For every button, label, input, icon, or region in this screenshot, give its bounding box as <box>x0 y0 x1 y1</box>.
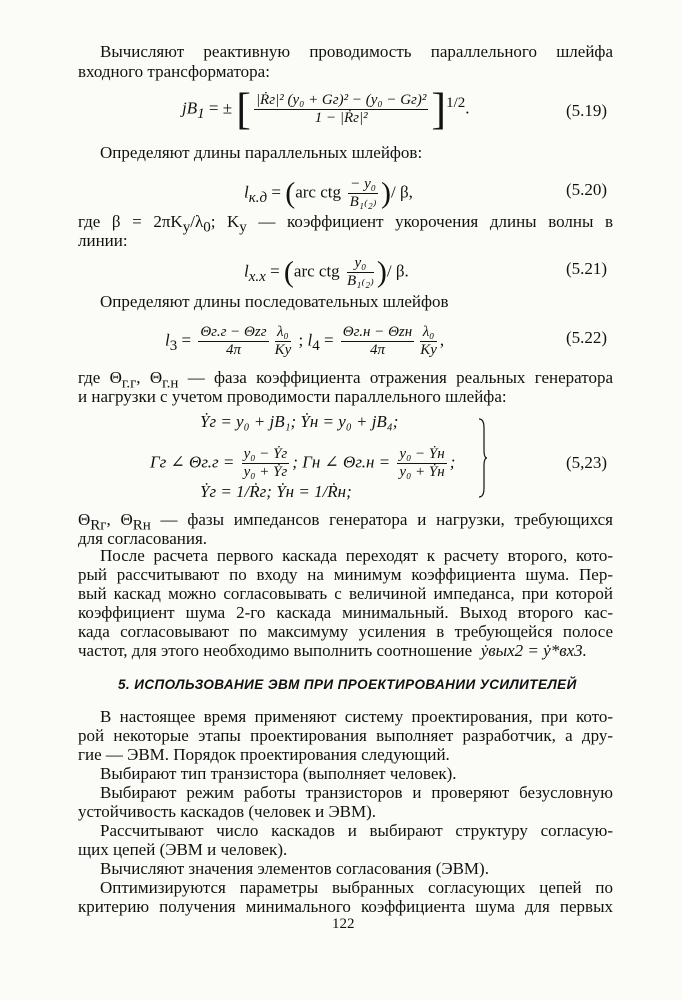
equation-5-23-row3: Ẏг = 1/Ṙг; Ẏн = 1/Ṙн; <box>200 482 352 501</box>
text-line: Вычисляют реактивную проводимость параллельного шлейфа <box>100 42 613 61</box>
text-line: када согласовывают по максимуму усиления в требующейся полосе <box>78 622 613 641</box>
text-line: Рассчитывают число каскадов и выбирают структуру согласую- <box>100 821 613 840</box>
text-line: где $\beta = 2\pi K_у/\lambda_0$; $K_у$ — коэффициент укорочения длины волны в <box>78 212 614 236</box>
text-line: критерию получения минимального коэффициента шума для первых <box>78 897 613 916</box>
text-line: где $\Theta_{г.г}$, $\Theta_{г.н}$ — фаза коэффициента отражения реальных генератора <box>78 368 613 392</box>
text-line: гие — ЭВМ. Порядок проектирования следующий. <box>78 745 450 764</box>
equation-number: (5.22) <box>566 328 608 347</box>
text-line: щих цепей (ЭВМ и человек). <box>78 840 288 859</box>
text-line: Выбирают тип транзистора (выполняет человек). <box>100 764 457 783</box>
text-line: коэффициент шума 2-го каскада минимальный. Выход второго кас- <box>78 603 613 622</box>
text-line: рый рассчитывают по входу на минимум коэффициента шума. Пер- <box>78 565 613 584</box>
text-line: линии: <box>78 231 128 250</box>
text-line: рой некоторые этапы проектирования выполняет разработчик, а дру- <box>78 726 613 745</box>
text-line: и нагрузки с учетом проводимости параллельного шлейфа: <box>78 387 507 406</box>
text-line: устойчивость каскадов (человек и ЭВМ). <box>78 802 377 821</box>
equation-number: (5.20) <box>566 180 608 199</box>
equation-5-19: $jB_1$ = ± [ $\frac{\text{|Ṙг|² (y₀ + Gг)² − (y₀ − Gг)²}}{\text{1 − |Ṙг|²}}$ ]$^{1/2}$. <box>182 84 470 134</box>
text-line: Вычисляют значения элементов согласования (ЭВМ). <box>100 859 489 878</box>
equation-5-22: $l_3$ = $\frac{\text{Θг.г − Θzг}}{4\pi}$ $\frac{\text{λ₀}}{Kу}$ ; $l_4$ = $\frac{\text{Θг.н − Θzн}}{4\pi}$ $\frac{\text{λ₀}}{Kу}$ , <box>165 324 445 358</box>
text-line: Определяют длины параллельных шлейфов: <box>100 143 423 162</box>
text-line: вый каскад можно согласовывать с величиной импеданса, при которой <box>78 584 613 603</box>
text-line: Определяют длины последовательных шлейфов <box>100 292 449 311</box>
text-line: частот, для этого необходимо выполнить соотношение ẏвых2 = ẏ*вх3. <box>78 641 587 660</box>
text-line: $\Theta_{Rг}$, $\Theta_{Rн}$ — фазы импедансов генератора и нагрузки, требующихся <box>78 510 614 534</box>
section-heading: 5. ИСПОЛЬЗОВАНИЕ ЭВМ ПРИ ПРОЕКТИРОВАНИИ УСИЛИТЕЛЕЙ <box>118 677 577 692</box>
right-brace <box>478 418 488 498</box>
text-line: Выбирают режим работы транзисторов и проверяют безусловную <box>100 783 613 802</box>
match-relation: ẏвых2 = ẏ*вх3. <box>480 641 587 660</box>
equation-number: (5.21) <box>566 259 608 278</box>
text-line: Оптимизируются параметры выбранных согласующих цепей по <box>100 878 613 897</box>
text-line: После расчета первого каскада переходят к расчету второго, кото- <box>100 546 613 565</box>
equation-number: (5,23) <box>566 453 608 472</box>
equation-5-21: $l_{х.х} = (arc$ ctg $\frac{\text{y₀}}{\text{B₁₍₂₎}}$ )/ β. <box>244 255 409 289</box>
equation-5-23-row1: Ẏг = y₀ + jB₁; Ẏн = y₀ + jB₄; <box>200 412 399 431</box>
equation-5-20: $l_{к.д} = (arc$ ctg $\frac{\text{− y₀}}{\text{B₁₍₂₎}}$ )/ β, <box>244 176 413 210</box>
text-line: В настоящее время применяют систему проектирования, при кото- <box>100 707 613 726</box>
page-number: 122 <box>332 916 355 932</box>
equation-number: (5.19) <box>566 101 608 120</box>
text-line: входного трансформатора: <box>78 62 270 81</box>
text-line: для согласования. <box>78 529 208 548</box>
equation-5-23-row2: Γг ∠ Θг.г = $\frac{\text{y₀ − Ẏг}}{\text{y₀ + Ẏг}}$ ; Γн ∠ Θг.н = $\frac{\text{y₀ − Ẏн}}{\text{y₀ + Ẏн}}$ ; <box>150 446 456 480</box>
